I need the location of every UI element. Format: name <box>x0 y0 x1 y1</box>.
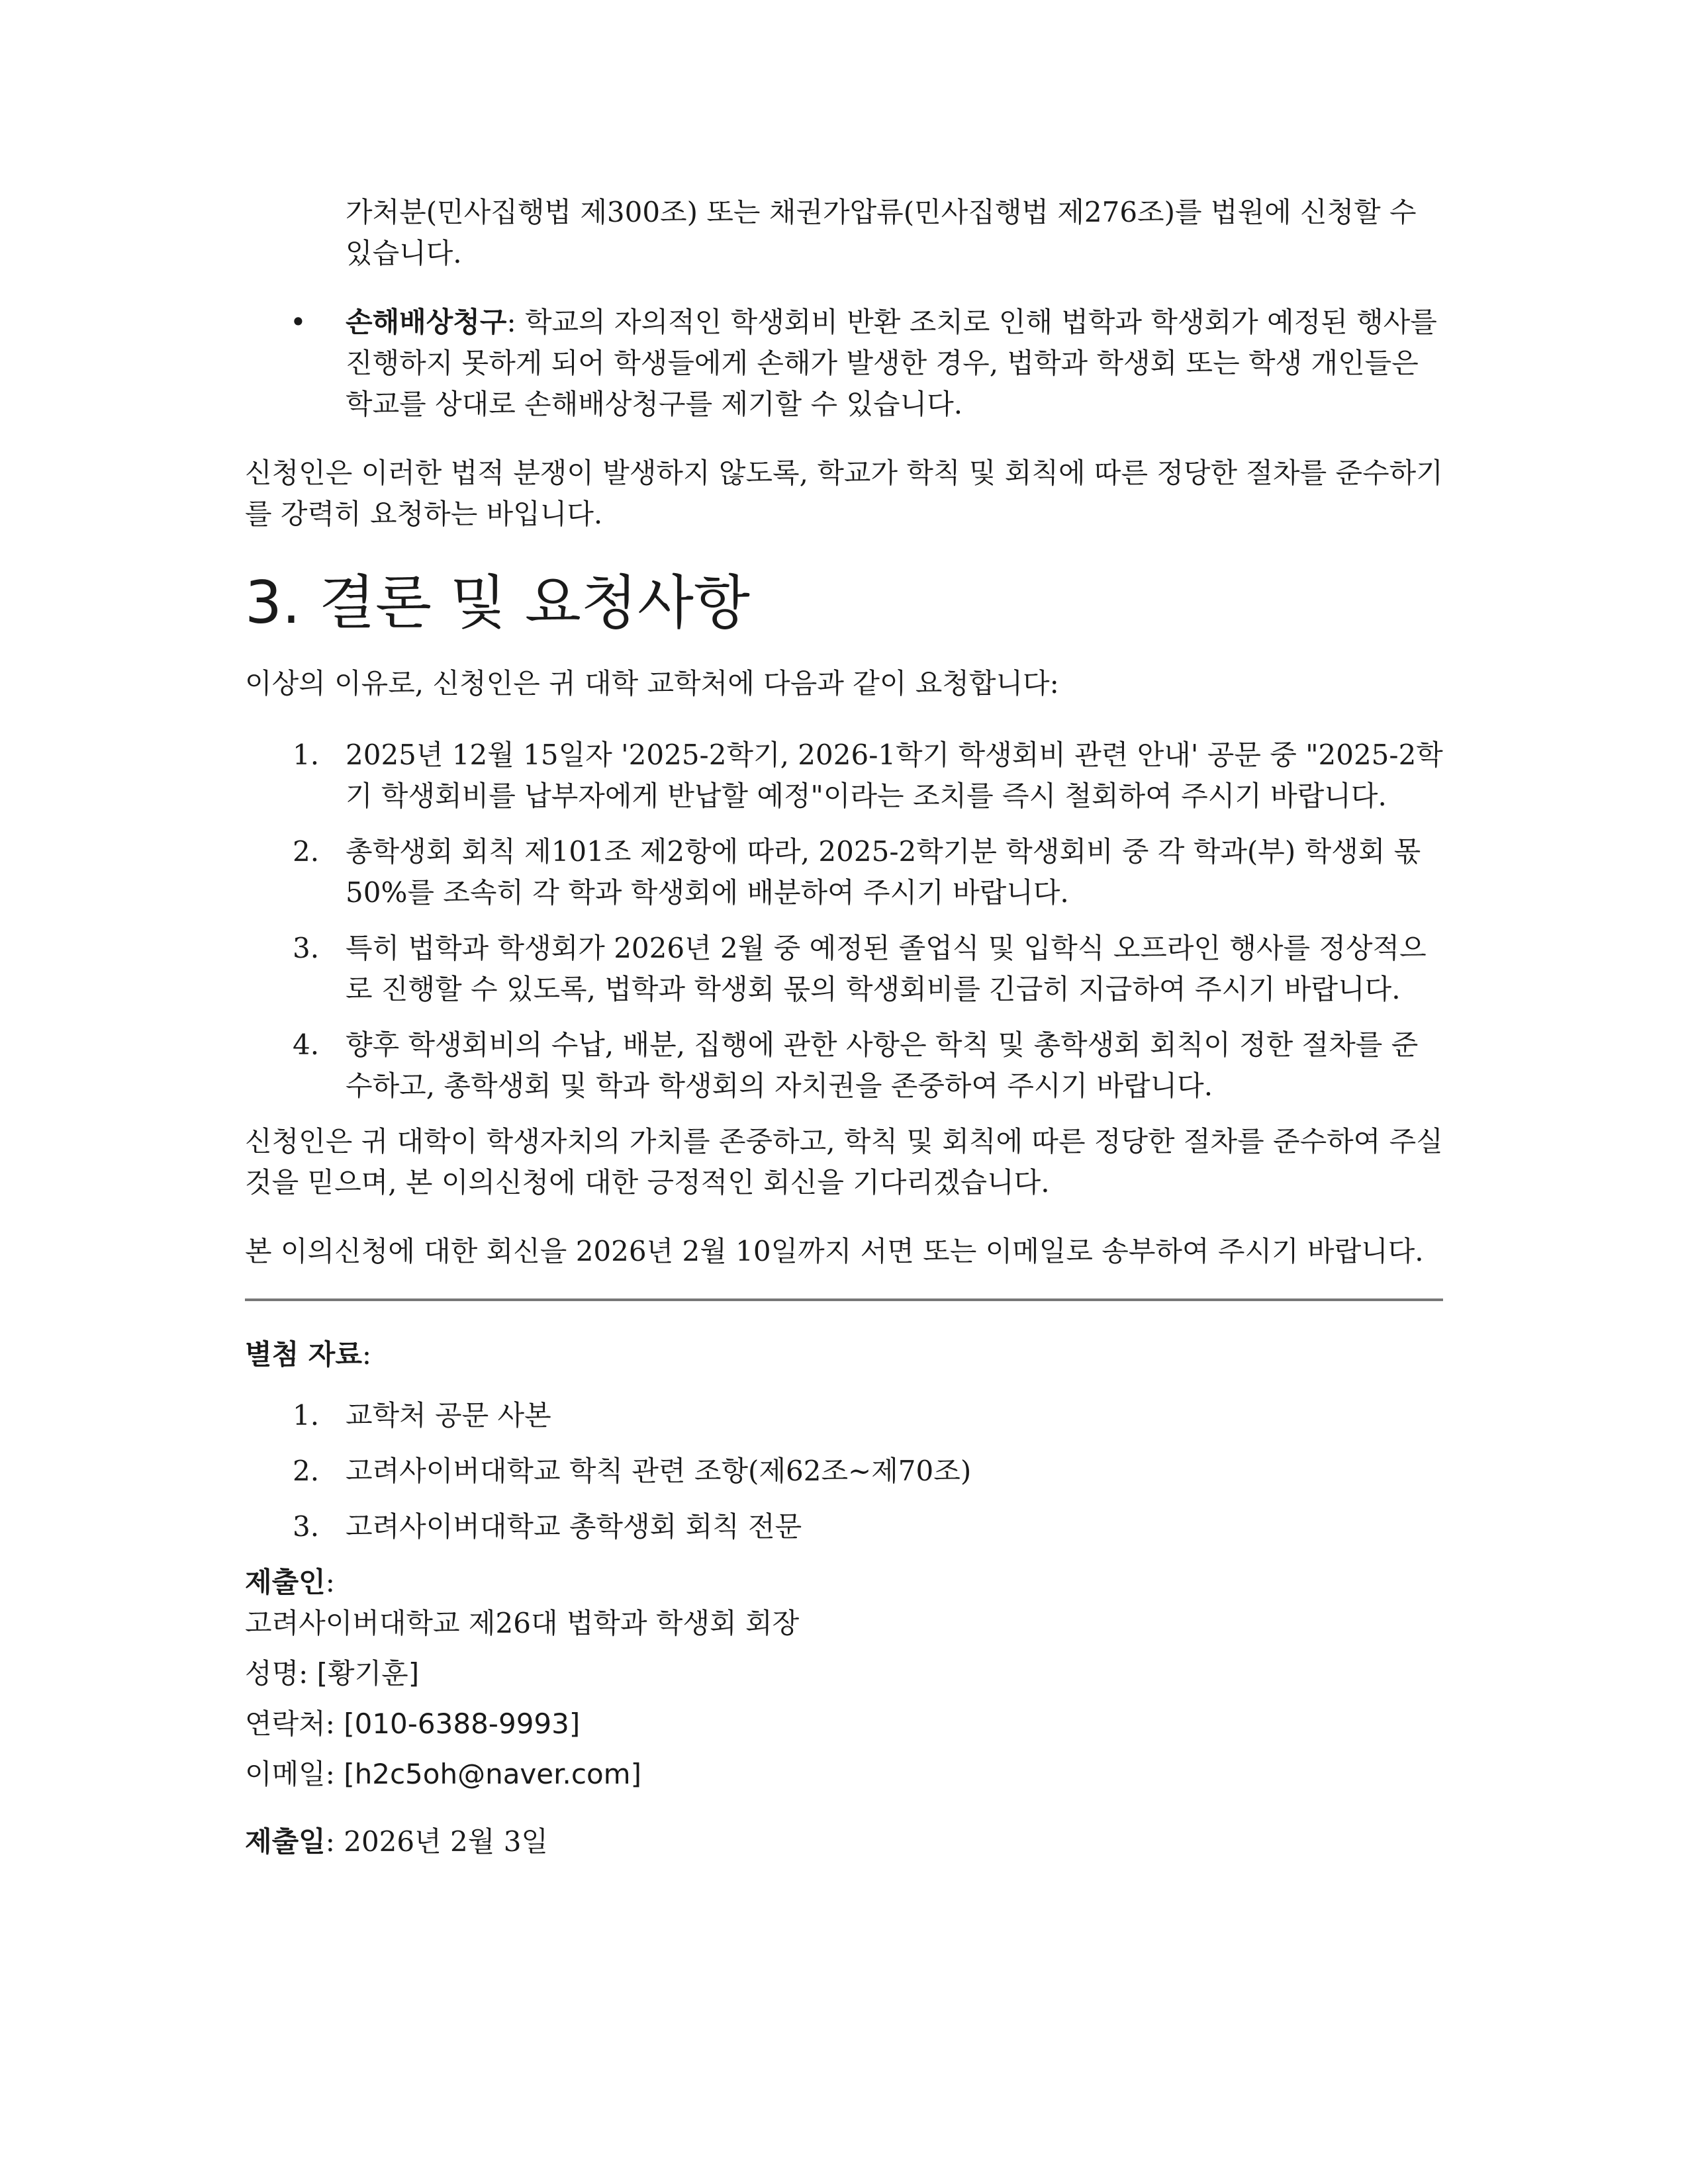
request-item <box>245 735 1443 817</box>
continuation-paragraph: 가처분(민사집행법 제300조) 또는 채권가압류(민사집행법 제276조)를 법원에 신청할 수 있습니다. <box>346 196 1417 269</box>
attachment-text: 고려사이버대학교 학칙 관련 조항(제62조~제70조) <box>346 1455 972 1487</box>
attachment-text: 교학처 공문 사본 <box>346 1399 551 1432</box>
request-item <box>245 831 1443 913</box>
list-number: 1. <box>293 1399 320 1432</box>
attachment-text: 고려사이버대학교 총학생회 회칙 전문 <box>346 1510 802 1543</box>
request-list <box>245 735 1443 1107</box>
request-text: 특히 법학과 학생회가 2026년 2월 중 예정된 졸업식 및 입학식 오프라인 행사를 정상적으로 진행할 수 있도록, 법학과 학생회 몫의 학생회비를 긴급히 지급하여 주시기 바랍니다. <box>346 932 1427 1005</box>
submitter-contact: 연락처: [010-6388-9993] <box>245 1707 581 1740</box>
list-number: 3. <box>293 1510 320 1543</box>
submission-date: 제출일: 2026년 2월 3일 <box>245 1825 548 1858</box>
bullet-text: 학교의 자의적인 학생회비 반환 조치로 인해 법학과 학생회가 예정된 행사를 진행하지 못하게 되어 학생들에게 손해가 발생한 경우, 법학과 학생회 또는 학생 개인들은 학교를 상대로 손해배상청구를 제기할 수 있습니다. <box>346 306 1437 420</box>
attachment-item <box>245 1395 1443 1436</box>
bullet-list <box>245 302 1443 425</box>
section-heading: 3. 결론 및 요청사항 <box>245 569 750 637</box>
submitter-org: 고려사이버대학교 제26대 법학과 학생회 회장 <box>245 1607 800 1639</box>
bullet-dot: • <box>290 306 306 338</box>
closing-paragraph-1: 신청인은 귀 대학이 학생자치의 가치를 존중하고, 학칙 및 회칙에 따른 정당한 절차를 준수하여 주실 것을 믿으며, 본 이의신청에 대한 긍정적인 회신을 기다리겠습니다. <box>245 1125 1443 1199</box>
list-number: 4. <box>293 1028 320 1061</box>
attachments-label: 별첨 자료: <box>245 1338 372 1371</box>
attachment-item <box>245 1451 1443 1492</box>
submitter-name: 성명: [황기훈] <box>245 1657 420 1690</box>
closing-paragraph-2: 본 이의신청에 대한 회신을 2026년 2월 10일까지 서면 또는 이메일로 송부하여 주시기 바랍니다. <box>245 1235 1424 1267</box>
list-number: 3. <box>293 932 320 964</box>
divider <box>245 1298 1443 1301</box>
document-page <box>245 192 1443 1862</box>
request-text: 총학생회 회칙 제101조 제2항에 따라, 2025-2학기분 학생회비 중 각 학과(부) 학생회 몫 50%를 조속히 각 학과 학생회에 배분하여 주시기 바랍니다. <box>346 835 1421 909</box>
list-number: 2. <box>293 835 320 868</box>
request-text: 2025년 12월 15일자 '2025-2학기, 2026-1학기 학생회비 관련 안내' 공문 중 "2025-2학기 학생회비를 납부자에게 반납할 예정"이라는 조치를 즉시 철회하여 주시기 바랍니다. <box>346 739 1443 812</box>
request-item <box>245 1024 1443 1107</box>
request-text: 향후 학생회비의 수납, 배분, 집행에 관한 사항은 학칙 및 총학생회 회칙이 정한 절차를 준수하고, 총학생회 및 학과 학생회의 자치권을 존중하여 주시기 바랍니다. <box>346 1028 1419 1102</box>
intro-closing: 신청인은 이러한 법적 분쟁이 발생하지 않도록, 학교가 학칙 및 회칙에 따른 정당한 절차를 준수하기를 강력히 요청하는 바입니다. <box>245 457 1443 530</box>
attachment-list <box>245 1395 1443 1547</box>
attachment-item <box>245 1506 1443 1547</box>
section-lead: 이상의 이유로, 신청인은 귀 대학 교학처에 다음과 같이 요청합니다: <box>245 667 1059 700</box>
request-item <box>245 928 1443 1010</box>
list-number: 1. <box>293 739 320 771</box>
bullet-item-damages <box>245 302 1443 425</box>
bullet-sep: : <box>506 306 525 338</box>
list-number: 2. <box>293 1455 320 1487</box>
submitter-email: 이메일: [h2c5oh@naver.com] <box>245 1758 641 1790</box>
bullet-label: 손해배상청구 <box>346 306 507 338</box>
submitter-label: 제출인: <box>245 1566 335 1598</box>
